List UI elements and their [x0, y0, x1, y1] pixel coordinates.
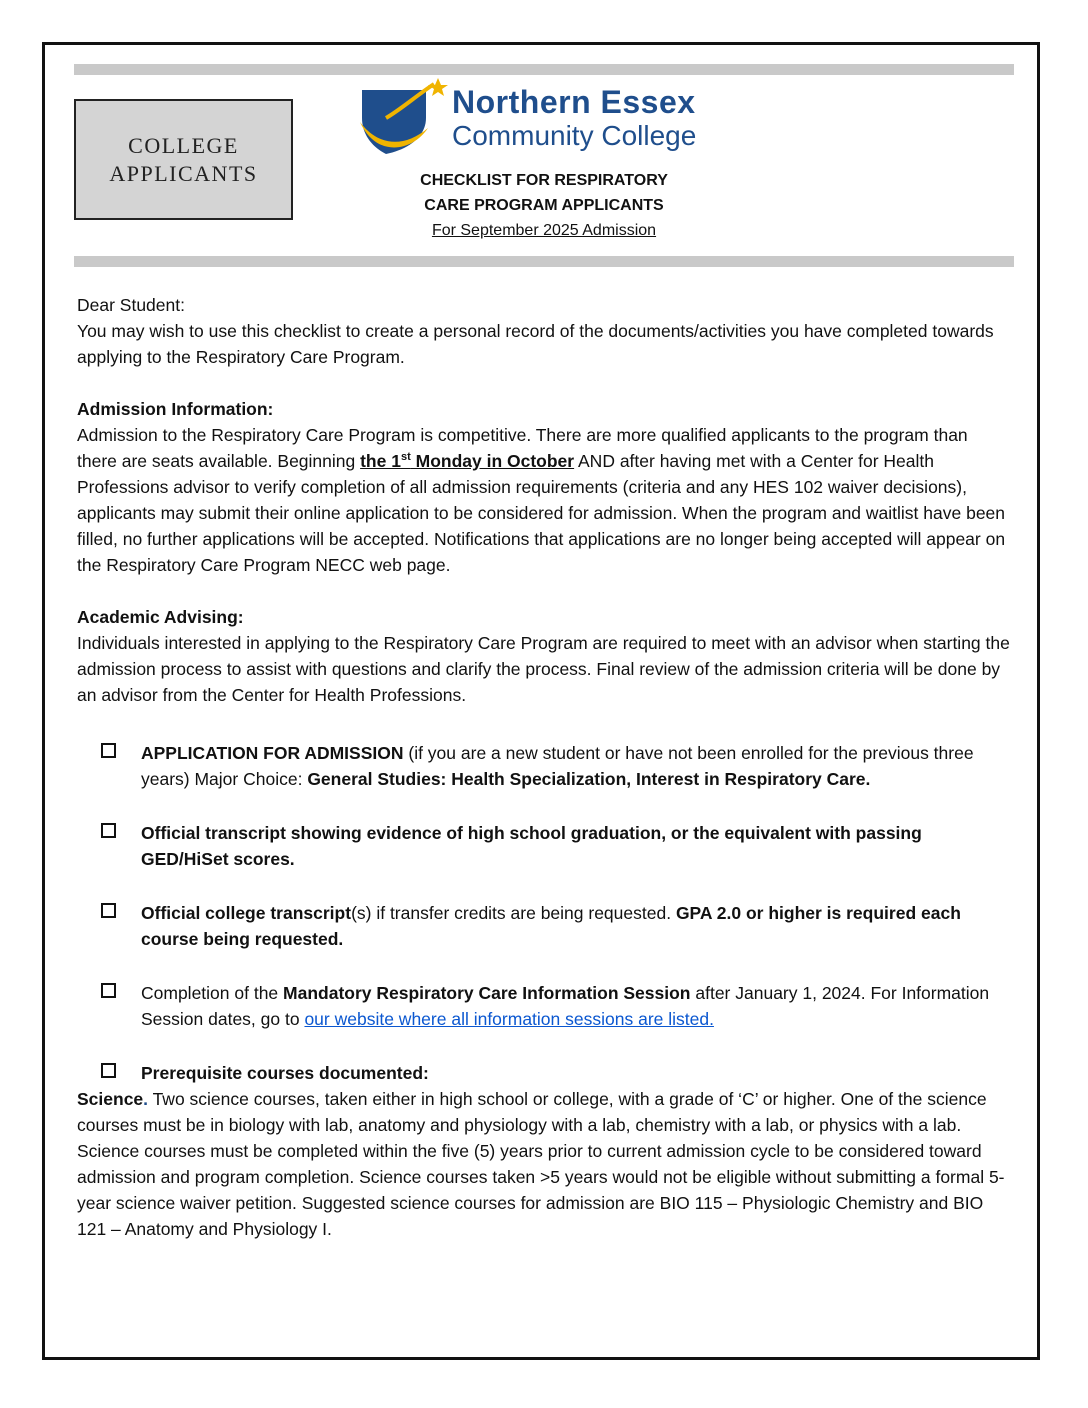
- item1-bold2: General Studies: Health Specialization, Interest in Respiratory Care.: [307, 769, 871, 789]
- item4-bold: Mandatory Respiratory Care Information Session: [283, 983, 691, 1003]
- intro-paragraph: You may wish to use this checklist to create a personal record of the documents/activities you have completed towards applying to the Respiratory Care Program.: [77, 321, 994, 367]
- label-line-1: COLLEGE: [128, 132, 239, 158]
- item2-bold: Official transcript showing evidence of high school graduation, or the equivalent with passing GED/HiSet scores.: [141, 823, 922, 869]
- item3-bold2: GPA 2.0 or higher is required each course being requested.: [141, 903, 961, 949]
- bottom-rule: [74, 256, 1014, 267]
- science-text: Two science courses, taken either in high school or college, with a grade of ‘C’ or higher. One of the science courses must be in biology with lab, anatomy and physiology with a lab, chemistry with a lab, or physics with a lab. Science courses must be completed within the five (5) years prior to current admission cycle to be considered toward admission and program completion. Science courses taken >5 years would not be eligible without submitting a formal 5-year science waiver petition. Suggested science courses for admission are BIO 115 – Physiologic Chemistry and BIO 121 – Anatomy and Physiology I.: [77, 1089, 1005, 1239]
- logo-name-line-1: Northern Essex: [452, 84, 696, 120]
- checklist-item-hs-transcript: [77, 820, 1012, 872]
- science-label: Science: [77, 1089, 144, 1109]
- college-shield-icon: [356, 78, 452, 158]
- science-paragraph: [77, 1086, 1012, 1242]
- document-body: [77, 292, 1012, 1242]
- title-line-2: CARE PROGRAM APPLICANTS: [424, 197, 664, 214]
- admission-emph-a: the 1: [360, 451, 401, 471]
- admission-emph-sup: st: [400, 451, 411, 464]
- college-applicants-box: [74, 99, 293, 220]
- checklist-item-college-transcript: [77, 900, 1012, 952]
- label-line-2: APPLICANTS: [109, 160, 258, 186]
- title-line-1: CHECKLIST FOR RESPIRATORY: [420, 172, 668, 189]
- advising-heading: Academic Advising:: [77, 607, 244, 627]
- checklist-item-prerequisites: [77, 1060, 1012, 1086]
- salutation: Dear Student:: [77, 295, 185, 315]
- info-sessions-link[interactable]: our website where all information sessions are listed.: [304, 1009, 714, 1029]
- logo-name-line-2: Community College: [452, 120, 697, 151]
- item1-text: (if you are a new student or have not been enrolled for the previous three years) Major Choice:: [141, 743, 974, 789]
- advising-paragraph: Individuals interested in applying to the Respiratory Care Program are required to meet with an advisor when starting the admission process to assist with questions and clarify the process. Final review of the admission criteria will be done by an advisor from the Center for Health Professions.: [77, 633, 1010, 705]
- admission-text-a: Admission to the Respiratory Care Program is competitive. There are more qualified applicants to the program than there are seats available. Beginning: [77, 425, 968, 471]
- college-logo: [356, 78, 736, 158]
- item1-bold: APPLICATION FOR ADMISSION: [141, 743, 404, 763]
- document-title: [360, 168, 728, 243]
- checkbox-icon[interactable]: [101, 743, 116, 758]
- checklist-item-application: [77, 740, 1012, 792]
- admission-emph-b: Monday in October: [410, 451, 575, 471]
- checkbox-icon[interactable]: [101, 903, 116, 918]
- science-dot: .: [143, 1089, 149, 1109]
- admission-paragraph: [77, 422, 1012, 578]
- checkbox-icon[interactable]: [101, 823, 116, 838]
- top-rule: [74, 64, 1014, 75]
- item5-bold: Prerequisite courses documented:: [141, 1063, 429, 1083]
- admission-emphasis: [360, 451, 574, 471]
- item4-text: Completion of the: [141, 983, 284, 1003]
- admission-heading: Admission Information:: [77, 399, 274, 419]
- title-line-3: For September 2025 Admission: [431, 222, 657, 239]
- admission-text-b: AND after having met with a Center for Health Professions advisor to verify completion of all admission requirements (criteria and any HES 102 waiver decisions), applicants may submit their online application to be considered for admission. When the program and waitlist have been filled, no further applications will be accepted. Notifications that applications are no longer being accepted will appear on the Respiratory Care Program NECC web page.: [77, 451, 1006, 575]
- item3-bold: Official college transcript: [141, 903, 352, 923]
- checkbox-icon[interactable]: [101, 1063, 116, 1078]
- checkbox-icon[interactable]: [101, 983, 116, 998]
- item3-text: (s) if transfer credits are being requested.: [351, 903, 676, 923]
- item4-text2: after January 1, 2024. For Information Session dates, go to: [141, 983, 990, 1029]
- checklist-item-info-session: [77, 980, 1012, 1032]
